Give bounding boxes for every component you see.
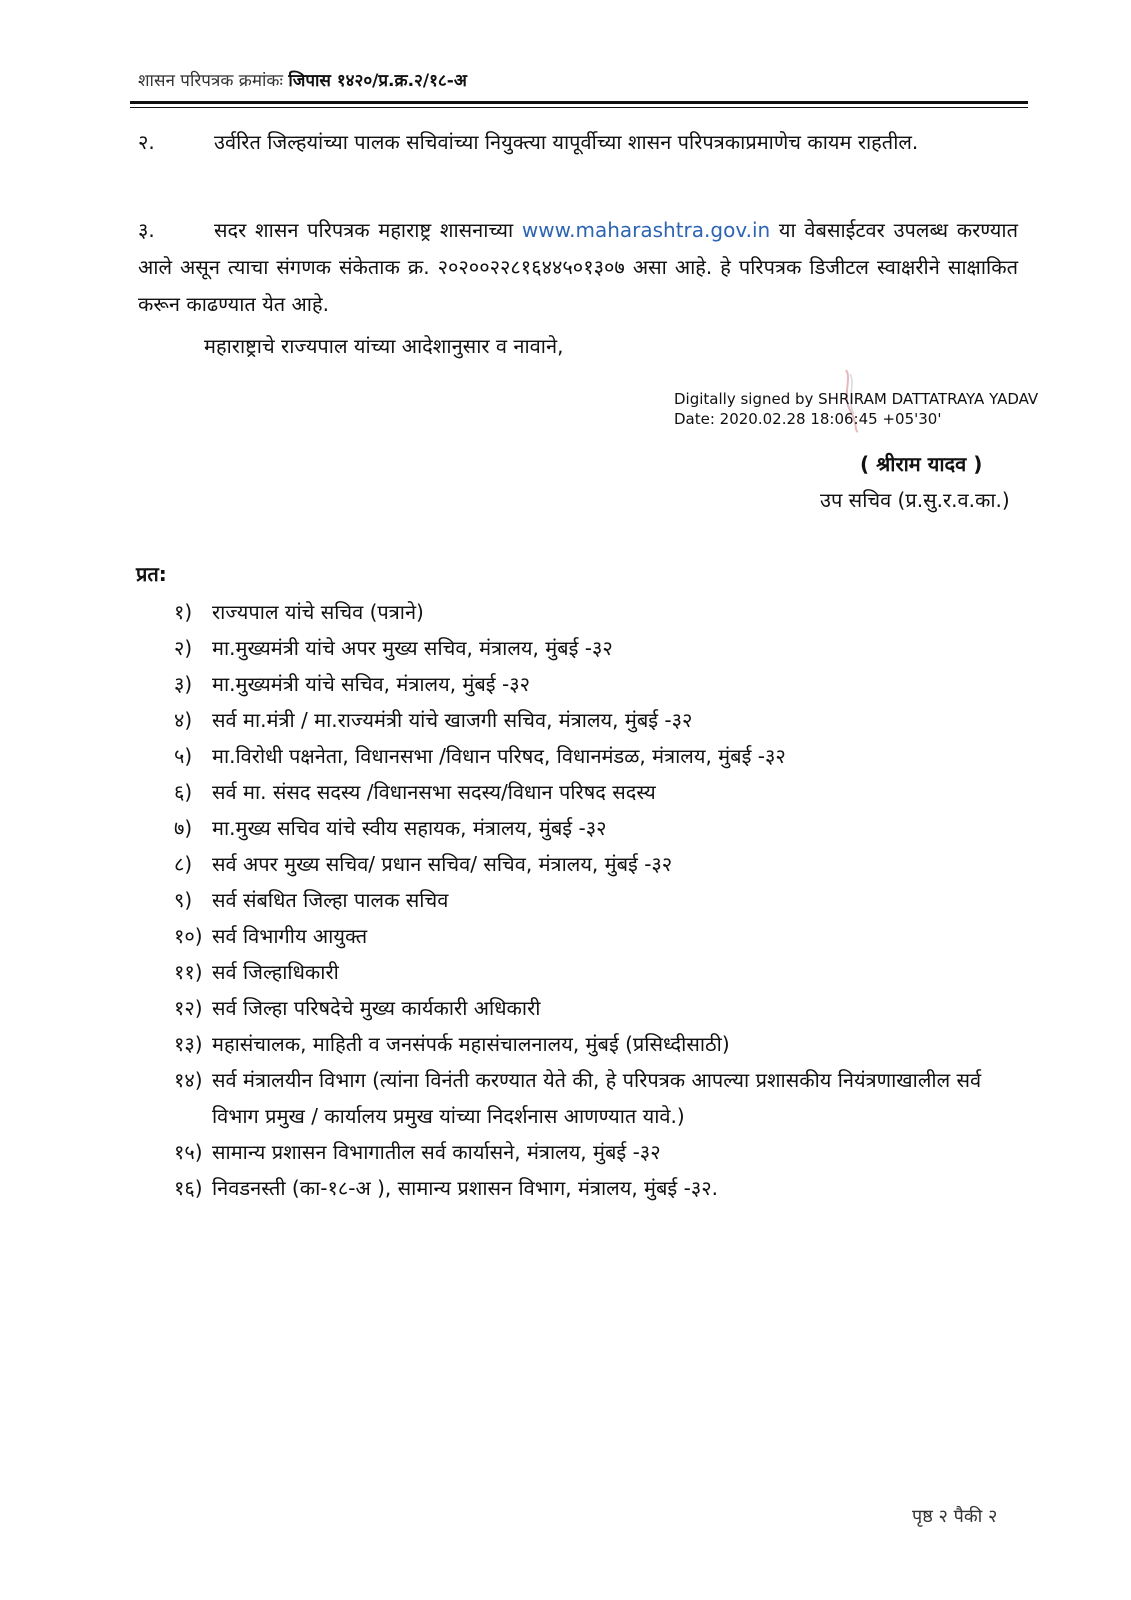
list-item bbox=[174, 810, 1034, 846]
list-item bbox=[174, 738, 1034, 774]
list-item bbox=[174, 1026, 1034, 1062]
list-item-text: सामान्य प्रशासन विभागातील सर्व कार्यासने, मंत्रालय, मुंबई -३२ bbox=[212, 1140, 661, 1164]
list-item-text: मा.मुख्यमंत्री यांचे अपर मुख्य सचिव, मंत्रालय, मुंबई -३२ bbox=[212, 636, 613, 660]
list-item-text: मा.मुख्य सचिव यांचे स्वीय सहायक, मंत्रालय, मुंबई -३२ bbox=[212, 816, 607, 840]
list-item-number: १४) bbox=[174, 1068, 203, 1092]
header-rule-thin bbox=[130, 107, 1028, 108]
list-item bbox=[174, 1134, 1034, 1170]
list-item-text: राज्यपाल यांचे सचिव (पत्राने) bbox=[212, 600, 424, 624]
list-item-number: ३) bbox=[174, 672, 193, 696]
list-item-text: सर्व जिल्हाधिकारी bbox=[212, 960, 339, 984]
copy-to-list bbox=[174, 594, 1034, 1206]
list-item bbox=[174, 594, 1034, 630]
digital-signature bbox=[674, 389, 1038, 429]
paragraph-3 bbox=[138, 212, 1018, 323]
list-item-text: महासंचालक, माहिती व जनसंपर्क महासंचालनालय, मुंबई (प्रसिध्दीसाठी) bbox=[212, 1032, 730, 1056]
list-item-number: ६) bbox=[174, 780, 193, 804]
list-item bbox=[174, 666, 1034, 702]
circular-header bbox=[138, 68, 467, 91]
digital-signature-date: Date: 2020.02.28 18:06:45 +05'30' bbox=[674, 410, 942, 428]
list-item bbox=[174, 1170, 1034, 1206]
list-item-text: निवडनस्ती (का-१८-अ ), सामान्य प्रशासन विभाग, मंत्रालय, मुंबई -३२. bbox=[212, 1176, 718, 1200]
circular-reference-number: जिपास १४२०/प्र.क्र.२/१८-अ bbox=[288, 71, 467, 91]
list-item-number: १२) bbox=[174, 996, 203, 1020]
copy-to-heading: प्रत: bbox=[136, 562, 167, 586]
header-rule-thick bbox=[130, 101, 1028, 104]
list-item bbox=[174, 846, 1034, 882]
list-item-number: ७) bbox=[174, 816, 193, 840]
list-item-text: सर्व जिल्हा परिषदेचे मुख्य कार्यकारी अधिकारी bbox=[212, 996, 541, 1020]
list-item-number: ४) bbox=[174, 708, 193, 732]
paragraph-2 bbox=[138, 124, 1018, 161]
list-item-text: सर्व मा.मंत्री / मा.राज्यमंत्री यांचे खाजगी सचिव, मंत्रालय, मुंबई -३२ bbox=[212, 708, 693, 732]
list-item bbox=[174, 1062, 1034, 1134]
paragraph-number: ३. bbox=[138, 218, 155, 242]
paragraph-number: २. bbox=[138, 130, 155, 154]
list-item bbox=[174, 702, 1034, 738]
list-item bbox=[174, 918, 1034, 954]
list-item-number: ९) bbox=[174, 888, 193, 912]
list-item bbox=[174, 630, 1034, 666]
paragraph-text-cont: या वेबसाईटवर उपलब्ध करण्यात आले असून त्याचा संगणक संकेताक क्र. २०२००२२८१६४४५०१३०७ असा आहे. हे परिपत्रक डिजीटल स्वाक्षरीने साक्षाकित करून काढण्यात येत आहे. bbox=[138, 218, 1018, 316]
list-item-number: १०) bbox=[174, 924, 203, 948]
list-item bbox=[174, 954, 1034, 990]
list-item-number: १५) bbox=[174, 1140, 203, 1164]
signatory-name: ( श्रीराम यादव ) bbox=[860, 452, 983, 476]
order-line: महाराष्ट्राचे राज्यपाल यांच्या आदेशानुसार व नावाने, bbox=[204, 334, 564, 358]
paragraph-text: सदर शासन परिपत्रक महाराष्ट्र शासनाच्या bbox=[214, 218, 514, 242]
list-item bbox=[174, 774, 1034, 810]
list-item-number: १) bbox=[174, 600, 193, 624]
list-item-number: ११) bbox=[174, 960, 203, 984]
header-prefix: शासन परिपत्रक क्रमांकः bbox=[138, 71, 283, 91]
list-item-number: ८) bbox=[174, 852, 193, 876]
list-item-text: सर्व मा. संसद सदस्य /विधानसभा सदस्य/विधान परिषद सदस्य bbox=[212, 780, 656, 804]
website-link[interactable]: www.maharashtra.gov.in bbox=[521, 218, 771, 242]
paragraph-text: उर्वरित जिल्हयांच्या पालक सचिवांच्या नियुक्त्या यापूर्वीच्या शासन परिपत्रकाप्रमाणेच कायम राहतील. bbox=[214, 130, 919, 154]
list-item bbox=[174, 882, 1034, 918]
digital-signature-line: Digitally signed by SHRIRAM DATTATRAYA YADAV bbox=[674, 390, 1039, 408]
list-item-number: २) bbox=[174, 636, 193, 660]
list-item-text: मा.मुख्यमंत्री यांचे सचिव, मंत्रालय, मुंबई -३२ bbox=[212, 672, 530, 696]
page-number: पृष्ठ २ पैकी २ bbox=[912, 1506, 998, 1527]
list-item-text: सर्व संबधित जिल्हा पालक सचिव bbox=[212, 888, 449, 912]
list-item bbox=[174, 990, 1034, 1026]
list-item-text: सर्व विभागीय आयुक्त bbox=[212, 924, 368, 948]
list-item-number: ५) bbox=[174, 744, 193, 768]
list-item-text: सर्व मंत्रालयीन विभाग (त्यांना विनंती करण्यात येते की, हे परिपत्रक आपल्या प्रशासकीय नियंत्रणाखालील सर्व विभाग प्रमुख / कार्यालय प्रमुख यांच्या निदर्शनास आणण्यात यावे.) bbox=[212, 1068, 982, 1128]
list-item-text: मा.विरोधी पक्षनेता, विधानसभा /विधान परिषद, विधानमंडळ, मंत्रालय, मुंबई -३२ bbox=[212, 744, 786, 768]
list-item-number: १६) bbox=[174, 1176, 203, 1200]
signatory-designation: उप सचिव (प्र.सु.र.व.का.) bbox=[820, 488, 1010, 512]
list-item-text: सर्व अपर मुख्य सचिव/ प्रधान सचिव/ सचिव, मंत्रालय, मुंबई -३२ bbox=[212, 852, 673, 876]
list-item-number: १३) bbox=[174, 1032, 203, 1056]
